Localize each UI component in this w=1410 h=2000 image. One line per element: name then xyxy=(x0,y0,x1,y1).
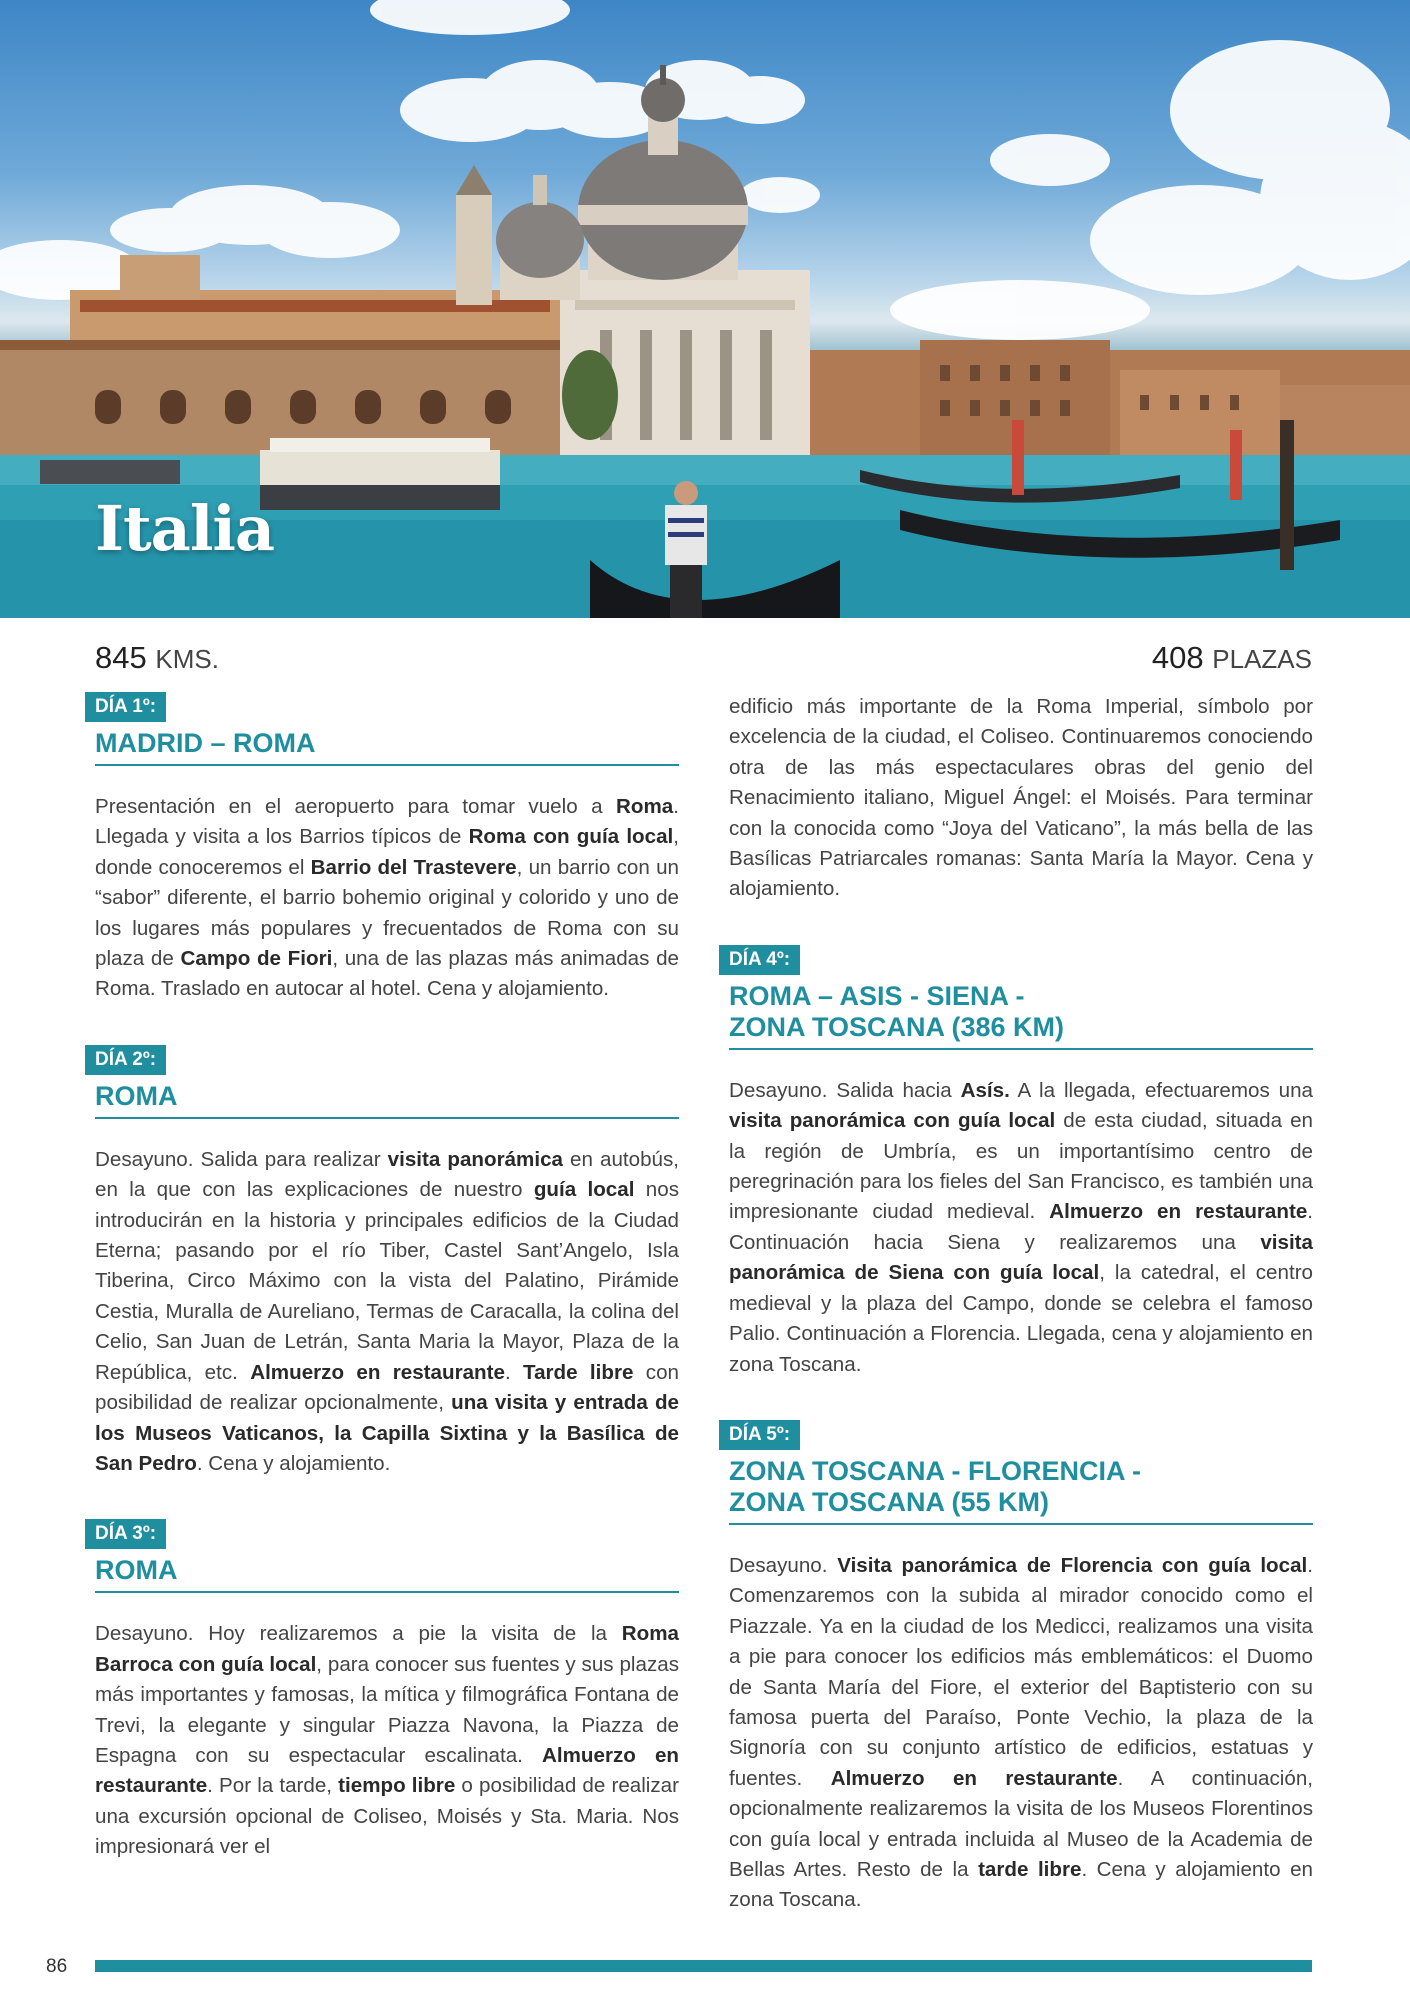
day-badge: DÍA 1º: xyxy=(85,692,166,722)
seats-unit: PLAZAS xyxy=(1212,644,1312,674)
day-title xyxy=(729,975,1313,1050)
day-description: Desayuno. Salida hacia Asís. A la llegada, efectuaremos una visita panorámica con guía local de esta ciudad, situada en la región de Umbría, es un importantísimo centro de peregrinación para los fieles del San Francisco, es también una impresionante ciudad medieval. Almuerzo en restaurante. Continuación hacia Siena y realizaremos una visita panorámica de Siena con guía local, la catedral, el centro medieval y la plaza del Campo, donde se celebra el famoso Palio. Continuación a Florencia. Llegada, cena y alojamiento en zona Toscana. xyxy=(729,1078,1314,1376)
page-number: 86 xyxy=(46,1956,68,1977)
day-5-section xyxy=(729,1420,1313,1916)
seats-value: 408 xyxy=(1151,640,1204,675)
day-3-description-continued: edificio más importante de la Roma Imperial, símbolo por excelencia de la ciudad, el Coliseo. Continuaremos conociendo otra de las más espectaculares obras del genio del Renacimiento italiano, Miguel Ángel: el Moisés. Para terminar con la conocida como “Joya del Vaticano”, la más bella de las Basílicas Patriarcales romanas: Santa María la Mayor. Cena y alojamiento. xyxy=(729,695,1313,901)
right-column xyxy=(729,692,1313,1916)
day-badge: DÍA 5º: xyxy=(719,1420,800,1450)
left-column xyxy=(95,692,679,1863)
day-4-section xyxy=(729,945,1313,1380)
distance-stat xyxy=(95,640,219,676)
day-title: MADRID – ROMA xyxy=(95,722,679,766)
day-description: Desayuno. Visita panorámica de Florencia con guía local. Comenzaremos con la subida al mirador conocido como el Piazzale. Ya en la ciudad de los Medicci, realizamos una visita a pie para conocer los edificios más emblemáticos: el Duomo de Santa María del Fiore, el exterior del Baptisterio con su famosa puerta del Paraíso, Ponte Vechio, la plaza de la Signoría con su conjunto artístico de edificios, estatuas y fuentes. Almuerzo en restaurante. A continuación, opcionalmente realizaremos la visita de los Museos Florentinos con guía local y entrada incluida al Museo de la Academia de Bellas Artes. Resto de la tarde libre. Cena y alojamiento en zona Toscana. xyxy=(729,1553,1313,1912)
day-description: Presentación en el aeropuerto para tomar vuelo a Roma. Llegada y visita a los Barrios típicos de Roma con guía local, donde conoceremos el Barrio del Trastevere, un barrio con un “sabor” diferente, el barrio bohemio original y colorido y uno de los lugares más populares y frecuentados de Roma con su plaza de Campo de Fiori, una de las plazas más animadas de Roma. Traslado en autocar al hotel. Cena y alojamiento. xyxy=(95,795,680,1001)
day-title: ROMA xyxy=(95,1549,679,1593)
day-badge: DÍA 4º: xyxy=(719,945,800,975)
seats-stat xyxy=(1152,640,1312,676)
distance-unit: KMS. xyxy=(155,644,219,674)
day-title xyxy=(729,1450,1313,1525)
day-title-line: ZONA TOSCANA (55 KM) xyxy=(729,1486,1050,1517)
page-title: Italia xyxy=(95,492,275,565)
hero-image xyxy=(0,0,1410,618)
day-title-line: ZONA TOSCANA (386 KM) xyxy=(729,1011,1065,1042)
day-title-line: ROMA – ASIS - SIENA - xyxy=(729,980,1025,1011)
day-1-section xyxy=(95,692,679,1005)
day-badge: DÍA 3º: xyxy=(85,1519,166,1549)
distance-value: 845 xyxy=(95,640,147,675)
day-title: ROMA xyxy=(95,1075,679,1119)
day-2-section xyxy=(95,1045,679,1479)
day-badge: DÍA 2º: xyxy=(85,1045,166,1075)
day-3-section xyxy=(95,1519,679,1862)
footer-bar xyxy=(95,1960,1312,1972)
day-description: Desayuno. Salida para realizar visita panorámica en autobús, en la que con las explicaciones de nuestro guía local nos introducirán en la historia y principales edificios de la Ciudad Eterna; pasando por el río Tiber, Castel Sant’Angelo, Isla Tiberina, Circo Máximo con la vista del Palatino, Pirámide Cestia, Muralla de Aureliano, Termas de Caracalla, la colina del Celio, San Juan de Letrán, Santa Maria la Mayor, Plaza de la República, etc. Almuerzo en restaurante. Tarde libre con posibilidad de realizar opcionalmente, una visita y entrada de los Museos Vaticanos, la Capilla Sixtina y la Basílica de San Pedro. Cena y alojamiento. xyxy=(95,1147,680,1475)
day-description: Desayuno. Hoy realizaremos a pie la visita de la Roma Barroca con guía local, para conocer sus fuentes y sus plazas más importantes y famosas, la mítica y filmográfica Fontana de Trevi, la elegante y singular Piazza Navona, la Piazza de Espagna con su espectacular escalinata. Almuerzo en restaurante. Por la tarde, tiempo libre o posibilidad de realizar una excursión opcional de Coliseo, Moisés y Sta. Maria. Nos impresionará ver el xyxy=(95,1622,679,1859)
day-title-line: ZONA TOSCANA - FLORENCIA - xyxy=(729,1455,1141,1486)
